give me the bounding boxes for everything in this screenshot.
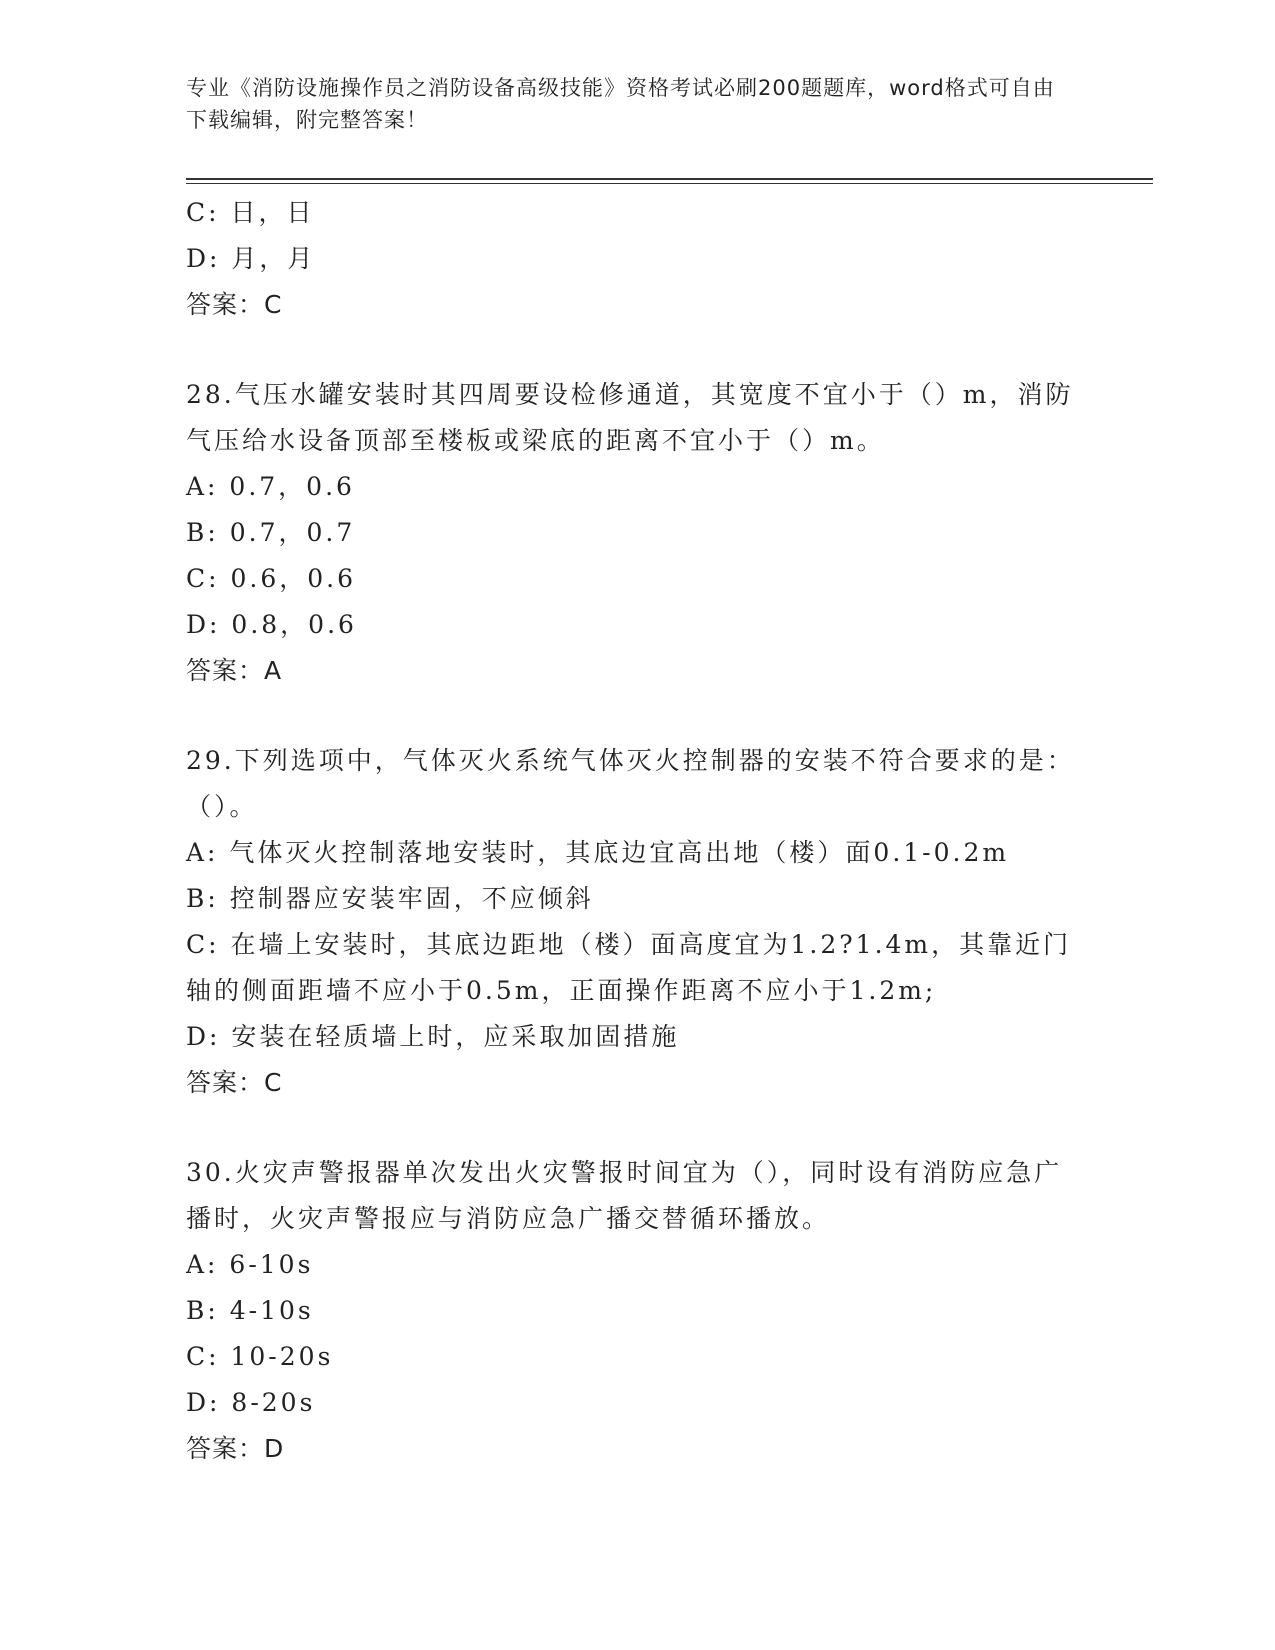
option-d: D: 8-20s — [186, 1388, 316, 1417]
question-text: 29.下列选项中，气体灭火系统气体灭火控制器的安装不符合要求的是：（）。 — [186, 746, 1075, 821]
answer-line: 答案：D — [186, 1434, 285, 1463]
option-b: B: 4-10s — [186, 1296, 314, 1325]
option-d: D: 安装在轻质墙上时，应采取加固措施 — [186, 1022, 680, 1051]
answer-line: 答案：A — [186, 656, 283, 685]
option-a: A: 6-10s — [186, 1250, 314, 1279]
answer-line: 答案：C — [186, 1068, 283, 1097]
question-28 — [186, 372, 1086, 694]
option-d: D: 月，月 — [186, 244, 316, 273]
header-divider — [186, 178, 1153, 180]
question-30 — [186, 1150, 1086, 1472]
option-c: C: 10-20s — [186, 1342, 334, 1371]
answer-line: 答案：C — [186, 290, 283, 319]
question-27-tail — [186, 190, 1086, 328]
option-c: C: 0.6，0.6 — [186, 564, 357, 593]
option-b: B: 控制器应安装牢固，不应倾斜 — [186, 884, 594, 913]
document-body — [186, 190, 1086, 1472]
option-d: D: 0.8，0.6 — [186, 610, 357, 639]
option-a: A: 气体灭火控制落地安装时，其底边宜高出地（楼）面0.1-0.2m — [186, 838, 1010, 867]
option-c: C: 日，日 — [186, 198, 315, 227]
option-a: A: 0.7，0.6 — [186, 472, 355, 501]
question-text: 28.气压水罐安装时其四周要设检修通道，其宽度不宜小于（）m，消防气压给水设备顶部至楼板或梁底的距离不宜小于（）m。 — [186, 380, 1074, 455]
option-c: C: 在墙上安装时，其底边距地（楼）面高度宜为1.2?1.4m，其靠近门轴的侧面距墙不应小于0.5m，正面操作距离不应小于1.2m; — [186, 930, 1072, 1005]
option-b: B: 0.7，0.7 — [186, 518, 356, 547]
question-29 — [186, 738, 1086, 1106]
header-divider-thin — [186, 183, 1153, 184]
question-text: 30.火灾声警报器单次发出火灾警报时间宜为（），同时设有消防应急广播时，火灾声警报应与消防应急广播交替循环播放。 — [186, 1158, 1063, 1233]
document-header: 专业《消防设施操作员之消防设备高级技能》资格考试必刷200题题库，word格式可自由下载编辑，附完整答案！ — [186, 76, 1055, 132]
